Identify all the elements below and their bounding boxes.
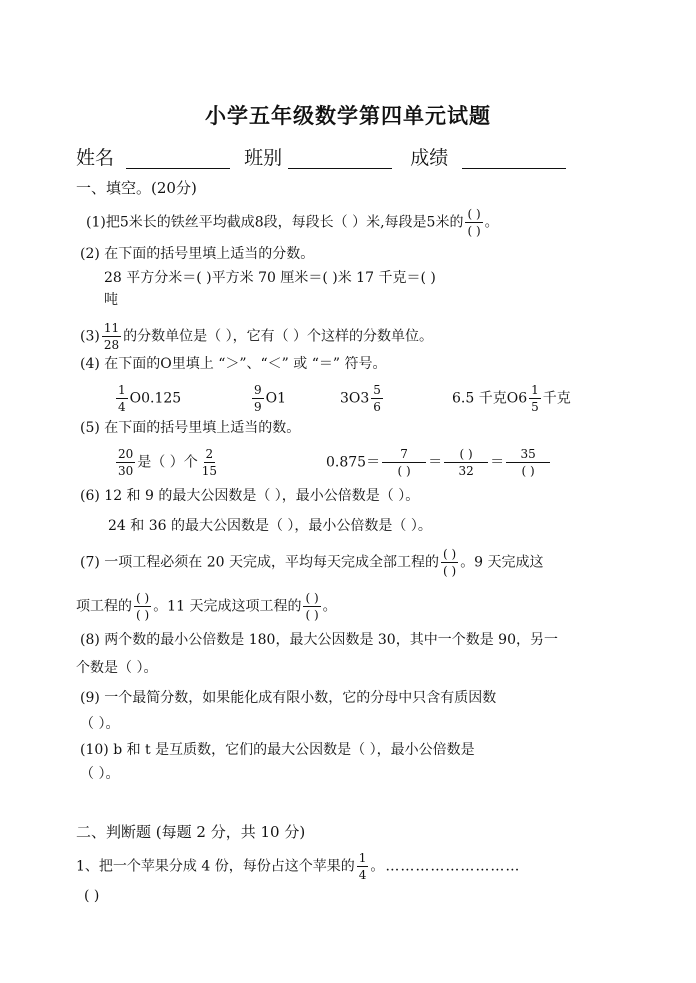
q5-fraction-1 <box>382 448 426 477</box>
q5-part-b-text: 0.875＝ <box>326 454 381 471</box>
fraction-denominator: 28 <box>103 338 120 352</box>
q5-part-a-text: 是（ ）个 <box>137 454 198 471</box>
fraction-numerator: 1 <box>358 851 367 865</box>
fraction-denominator[interactable]: ( ) <box>136 608 150 622</box>
question-4-compare-3 <box>340 384 385 413</box>
question-1-fraction <box>465 208 482 237</box>
score-label: 成绩 <box>410 147 449 169</box>
fraction-denominator: 15 <box>201 464 218 478</box>
question-4-compare-2 <box>250 384 286 413</box>
fraction-numerator: 9 <box>254 383 262 397</box>
q5-fraction-b <box>200 448 219 477</box>
question-8-line-1: (8) 两个数的最小公倍数是 180，最大公因数是 30，其中一个数是 90，另一 <box>80 632 558 648</box>
name-label: 姓名 <box>76 147 115 169</box>
fraction-numerator[interactable]: ( ) <box>443 547 457 561</box>
question-5-part-b <box>326 448 552 477</box>
q5-fraction-2 <box>444 448 488 477</box>
fraction-numerator: 11 <box>103 321 120 335</box>
question-7-line-2 <box>76 592 337 621</box>
fraction-numerator: 1 <box>118 383 126 397</box>
fraction-numerator[interactable]: ( ) <box>305 591 319 605</box>
question-3-text: 的分数单位是（ ），它有（ ）个这样的分数单位。 <box>123 328 434 345</box>
fraction-numerator: 7 <box>382 448 426 463</box>
section1-heading: 一、填空。(20分) <box>76 179 197 197</box>
fraction-numerator: 20 <box>118 447 134 461</box>
question-7-text-b: 。9 天完成这 <box>460 554 544 571</box>
q7-fraction-3 <box>303 592 320 621</box>
fraction-denominator: 4 <box>118 400 126 414</box>
equals-sign: ＝ <box>490 454 505 471</box>
question-4-compare-1 <box>114 384 181 413</box>
compare-3-fraction <box>371 384 383 413</box>
question-6-line-2: 24 和 36 的最大公因数是（ ），最小公倍数是（ ）。 <box>108 518 432 534</box>
fraction-denominator[interactable]: ( ) <box>521 464 535 478</box>
fraction-denominator[interactable]: ( ) <box>305 608 319 622</box>
fraction-denominator: 9 <box>254 400 262 414</box>
fraction-denominator: 30 <box>118 464 134 478</box>
fraction-denominator: 5 <box>531 400 539 414</box>
judgement-1-text: 1、把一个苹果分成 4 份，每份占这个苹果的 <box>76 858 355 875</box>
page-title: 小学五年级数学第四单元试题 <box>205 103 491 128</box>
fraction-denominator: 6 <box>373 400 381 414</box>
question-9-line-2: （ ）。 <box>80 716 120 732</box>
fraction-numerator: 5 <box>373 383 381 397</box>
student-info-row <box>76 148 566 169</box>
question-7-text: (7) 一项工程必须在 20 天完成，平均每天完成全部工程的 <box>80 554 439 571</box>
score-field[interactable] <box>462 148 566 169</box>
fraction-numerator[interactable]: ( ) <box>467 207 481 221</box>
fraction-denominator: 4 <box>358 868 367 882</box>
fraction-numerator: 1 <box>531 383 539 397</box>
question-1 <box>86 208 499 237</box>
question-1-text: (1)把5米长的铁丝平均截成8段，每段长（ ）米,每段是5米的 <box>86 214 464 231</box>
question-4-compare-4 <box>452 384 571 413</box>
question-5-part-a <box>114 448 221 477</box>
q7-fraction-1 <box>441 548 458 577</box>
question-1-end: 。 <box>484 214 499 231</box>
compare-2-text: O1 <box>265 390 287 407</box>
question-10-line-2: （ ）。 <box>80 766 120 782</box>
question-2: (2) 在下面的括号里填上适当的分数。 <box>80 246 315 262</box>
question-2-wrap: 吨 <box>104 292 118 308</box>
fraction-numerator: 35 <box>506 448 550 463</box>
question-6-line-1: (6) 12 和 9 的最大公因数是（ ），最小公倍数是（ ）。 <box>80 488 420 504</box>
judgement-1-answer[interactable]: ( ) <box>84 888 100 904</box>
compare-2-fraction <box>252 384 264 413</box>
class-label: 班别 <box>244 147 283 169</box>
question-9-line-1: (9) 一个最简分数，如果能化成有限小数，它的分母中只含有质因数 <box>80 690 497 706</box>
judgement-1-fraction <box>357 852 369 881</box>
fraction-numerator[interactable]: ( ) <box>136 591 150 605</box>
section2-heading: 二、判断题 (每题 2 分，共 10 分) <box>76 823 306 841</box>
judgement-1-dots: 。……………………… <box>370 858 521 875</box>
question-7-line-1 <box>80 548 544 577</box>
compare-1-text: O0.125 <box>129 390 182 407</box>
fraction-numerator[interactable]: ( ) <box>444 448 488 463</box>
fraction-denominator: 32 <box>458 464 474 478</box>
name-field[interactable] <box>126 148 230 169</box>
fraction-numerator: 2 <box>205 447 214 461</box>
class-field[interactable] <box>288 148 392 169</box>
compare-3-text: 3O3 <box>340 390 370 407</box>
question-7-text-c: 项工程的 <box>76 598 132 615</box>
fraction-denominator[interactable]: ( ) <box>443 564 457 578</box>
question-10-line-1: (10) b 和 t 是互质数，它们的最大公因数是（ ），最小公倍数是 <box>80 742 475 758</box>
compare-4-fraction <box>529 384 541 413</box>
question-8-line-2: 个数是（ ）。 <box>76 660 158 676</box>
compare-4-text: 6.5 千克O6 <box>452 390 528 407</box>
question-3-fraction <box>102 322 121 351</box>
fraction-denominator[interactable]: ( ) <box>397 464 411 478</box>
judgement-question-1 <box>76 852 520 881</box>
question-2-conversions: 28 平方分米＝( )平方米 70 厘米＝( )米 17 千克＝( ) <box>104 270 436 286</box>
compare-1-fraction <box>116 384 128 413</box>
q7-fraction-2 <box>134 592 151 621</box>
question-3 <box>80 322 433 351</box>
compare-4-unit: 千克 <box>542 390 571 407</box>
question-7-text-d: 。11 天完成这项工程的 <box>153 598 302 615</box>
fraction-denominator[interactable]: ( ) <box>467 224 481 238</box>
question-7-end: 。 <box>322 598 337 615</box>
question-4: (4) 在下面的O里填上 “＞”、“＜” 或 “＝” 符号。 <box>80 356 387 372</box>
equals-sign: ＝ <box>428 454 443 471</box>
question-5: (5) 在下面的括号里填上适当的数。 <box>80 420 301 436</box>
question-3-number: (3) <box>80 328 100 345</box>
q5-fraction-a <box>116 448 135 477</box>
q5-fraction-3 <box>506 448 550 477</box>
